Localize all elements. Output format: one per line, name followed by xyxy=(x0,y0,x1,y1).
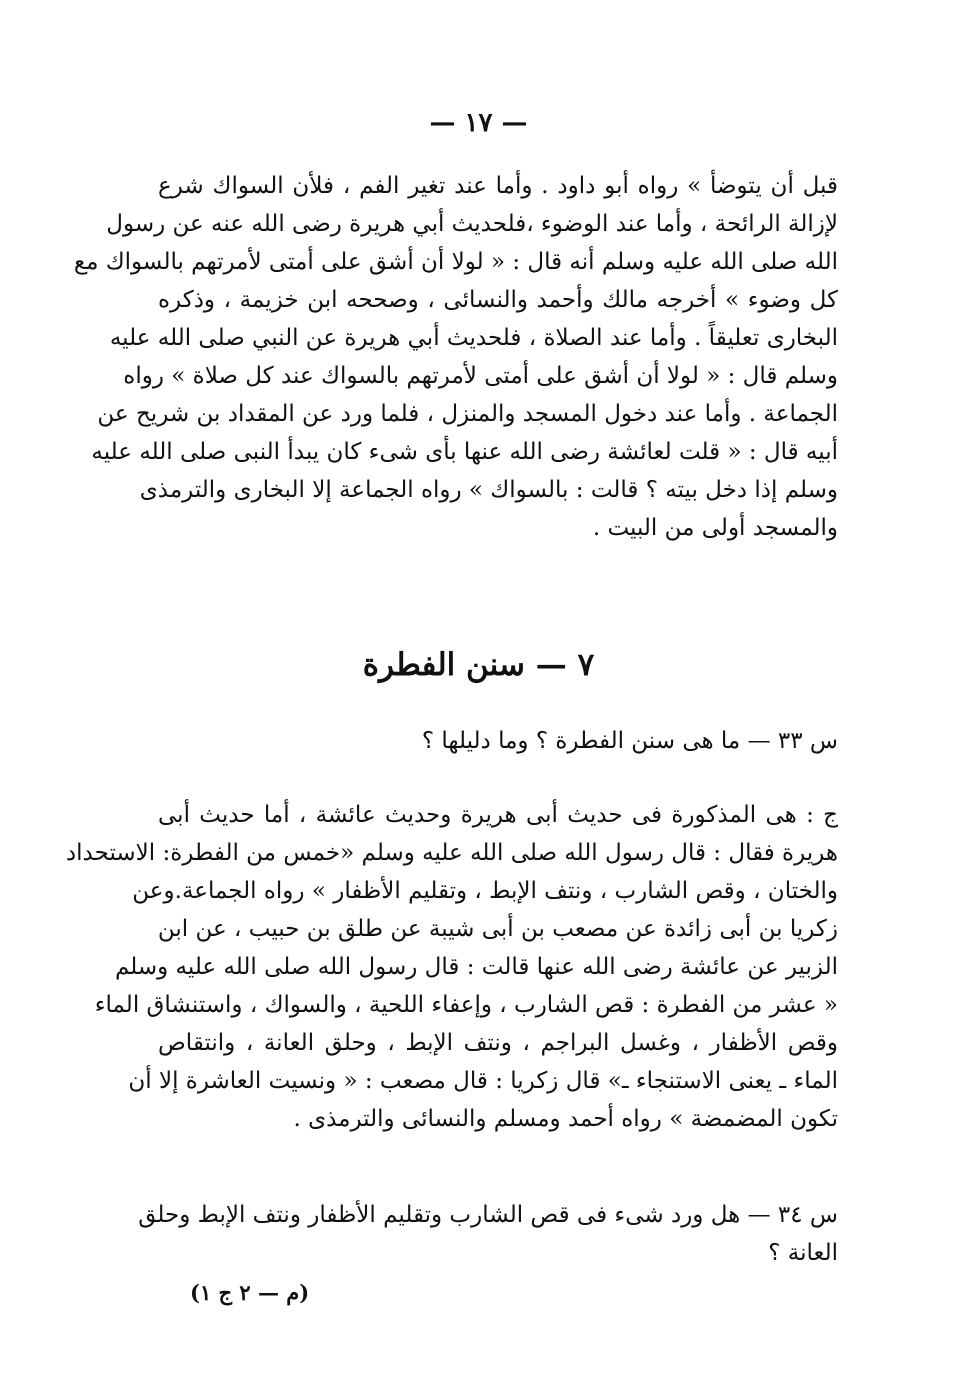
question-line: س ٣٤ — هل ورد شىء فى قص الشارب وتقليم الأظفار ونتف الإبط وحلق xyxy=(138,1202,838,1228)
paragraph-line: كل وضوء » أخرجه مالك وأحمد والنسائى ، وصححه ابن خزيمة ، وذكره xyxy=(158,287,838,313)
answer-line: هريرة فقال : قال رسول الله صلى الله عليه وسلم «خمس من الفطرة: الاستحداد xyxy=(65,840,838,866)
answer-line: ج : هى المذكورة فى حديث أبى هريرة وحديث عائشة ، أما حديث أبى xyxy=(158,802,838,828)
answer-line: والختان ، وقص الشارب ، ونتف الإبط ، وتقليم الأظفار » رواه الجماعة.وعن xyxy=(132,878,838,904)
paragraph-line: لإزالة الرائحة ، وأما عند الوضوء ،فلحديث أبي هريرة رضى الله عنه عن رسول xyxy=(106,211,838,237)
paragraph-line: الله صلى الله عليه وسلم أنه قال : « لولا أن أشق على أمتى لأمرتهم بالسواك مع xyxy=(73,249,838,275)
paragraph-line: والمسجد أولى من البيت . xyxy=(592,515,838,541)
page-number: — ١٧ — xyxy=(429,108,528,138)
paragraph-line: وسلم قال : « لولا أن أشق على أمتى لأمرتهم بالسواك عند كل صلاة » رواه xyxy=(123,363,838,389)
question-line: العانة ؟ xyxy=(768,1240,838,1266)
paragraph-line: قبل أن يتوضأ » رواه أبو داود . وأما عند تغير الفم ، فلأن السواك شرع xyxy=(158,173,838,199)
answer-line: الزبير عن عائشة رضى الله عنها قالت : قال رسول الله صلى الله عليه وسلم xyxy=(114,954,838,980)
paragraph-line: وسلم إذا دخل بيته ؟ قالت : بالسواك » رواه الجماعة إلا البخارى والترمذى xyxy=(139,477,838,503)
paragraph-line: البخارى تعليقاً . وأما عند الصلاة ، فلحديث أبي هريرة عن النبي صلى الله عليه xyxy=(109,325,838,351)
answer-33 xyxy=(65,796,838,1138)
paragraph-siwak xyxy=(73,167,838,547)
question-33: س ٣٣ — ما هى سنن الفطرة ؟ وما دليلها ؟ xyxy=(421,728,838,754)
answer-line: الماء ـ يعنى الاستنجاء ـ» قال زكريا : قال مصعب : « ونسيت العاشرة إلا أن xyxy=(128,1068,838,1094)
answer-line: تكون المضمضة » رواه أحمد ومسلم والنسائى والترمذى . xyxy=(293,1106,838,1132)
section-heading: ٧ — سنن الفطرة xyxy=(362,647,595,683)
answer-line: وقص الأظفار ، وغسل البراجم ، ونتف الإبط ، وحلق العانة ، وانتقاص xyxy=(158,1030,838,1056)
answer-line: « عشر من الفطرة : قص الشارب ، وإعفاء اللحية ، والسواك ، واستنشاق الماء xyxy=(94,992,838,1018)
answer-line: زكريا بن أبى زائدة عن مصعب بن أبى شيبة عن طلق بن حبيب ، عن ابن xyxy=(157,916,838,942)
paragraph-line: الجماعة . وأما عند دخول المسجد والمنزل ، فلما ورد عن المقداد بن شريح عن xyxy=(97,401,838,427)
printer-signature: (م — ٢ ج ١) xyxy=(190,1280,310,1305)
question-34 xyxy=(138,1196,838,1272)
paragraph-line: أبيه قال : « قلت لعائشة رضى الله عنها بأى شىء كان يبدأ النبى صلى الله عليه xyxy=(91,439,838,465)
